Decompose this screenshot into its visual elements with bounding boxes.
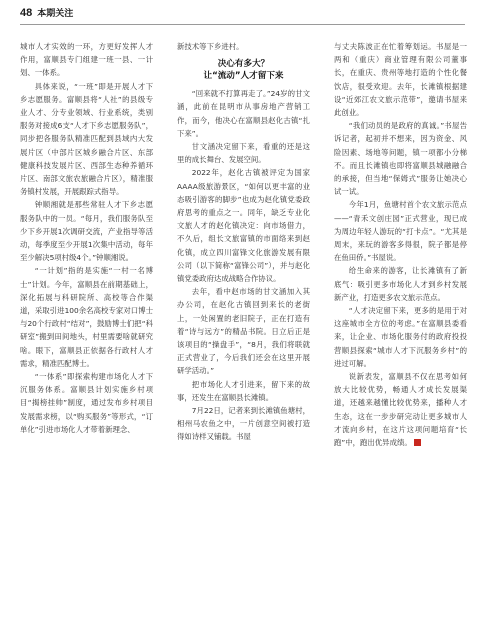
section-title: 本期关注 bbox=[37, 9, 74, 19]
paragraph: “一计划”指的是实施“一村一名博士”计划。今年，富顺县在前期基础上，深化拓展与科研院所、高校等合作渠道，采取引进100余名高校专家对口博士与20个行政村“结对”，鼓励博士们把“科研室”搬到田间地头，村里需要啥就研究啥。眼下，富顺县正依据各行政村人才需求，精准匹配博士。 bbox=[20, 266, 153, 368]
paragraph: 把市场化人才引进来，留下来的故事，还发生在富顺县长滩镇。 bbox=[177, 379, 310, 402]
paragraph: 去年，看中赵市场的甘文涵加入其办公司，在赵化古镇回到来长的老街上，一处闲置的老旧院子，正在打造有着“诗与远方”的精品书院。日立后正是该项目的“操盘手”，“8月，我们将联就正式营业了，今后我们还会在这里开展研学活动。” bbox=[177, 287, 310, 376]
article-column-2 bbox=[177, 40, 310, 630]
paragraph: “回来就不打算再走了。”24岁的甘文涵，此前在昆明市从事房地产营销工作，而今，他决心在富顺县赵化古镇“扎下来”。 bbox=[177, 89, 310, 138]
paragraph: 与丈夫陈波正在忙着筹划运。书屋是一两和（重庆）商业管理有限公司董事长，在重庆、贵州等地打造的个性化餐饮店，很受欢迎。去年，长滩镇根据建设“近郊江农文旅示范带”，邀请书屋来此创业。 bbox=[334, 42, 467, 118]
page-number: 48 bbox=[20, 7, 33, 19]
paragraph: 城市人才实效的一环，方更好发挥人才作用，富顺县专门组建一班一县、一计划、一体系。 bbox=[20, 42, 153, 78]
paragraph: 具体来说，“一班”即是开展人才下乡志愿服务。富顺县将“人社”的县级专业人才、分专业领域、行业系统，类别服务对接成6支“人才下乡志愿服务队”，同步把各服务队精准匹配到县域内大发展片区（中部片区城乡融合片区、东部健康科技发展片区、西部生态种养循环片区、南部文旅农旅融合片区），精准服务镇村发展，开展跟踪式指导。 bbox=[20, 81, 153, 197]
header-rule bbox=[20, 24, 465, 25]
paragraph: “我们动员的是政府的真诚。”书屋告诉记者，起初并不想来，因为资金、风险因素、场地等问题，镇一项都小分梯不。而且长滩镇也即将富顺县城融融合的承接，但当地“保姆式”服务让她决心试一试。 bbox=[334, 121, 467, 197]
end-mark-icon bbox=[414, 439, 421, 446]
paragraph: “人才决定留下来，更多的是用于对这座城市全方位的考虑。”在富顺县委看来，让企业、市场化服务付的政府投投营顺县探索“城市人才下沉服务乡村”的进过可解。 bbox=[334, 306, 467, 368]
paragraph: “一体系”即探索构建市场化人才下沉服务体系。富顺县计划实施乡村项目“揭榜挂帅”制度，通过发布乡村项目发展需求榜，以“购买服务”等形式，“订单化”引进市场化人才带着新理念、 bbox=[20, 372, 153, 434]
page-header bbox=[20, 6, 73, 22]
paragraph: 2022年，赵化古镇被评定为国家AAAA级旅游景区，“如何以更丰富的业态吸引游客的脚步”也成为赵化镇党委政府思考的重点之一。同年，缺乏专业化文旅人才的赵化镇决定：向市场借力，不久后，组长文旅富镇的市面络来到赵化镇，成立四川富锋文化旅游发展有限公司（以下简称“富锋公司”），并与赵化镇党委政府达成战略合作协议。 bbox=[177, 168, 310, 284]
paragraph: 给生命来的游客，让长滩镇有了新底气：吸引更多市场化人才到乡村发展新产业，打造更多农文旅示范点。 bbox=[334, 266, 467, 302]
section-heading-line-2: 让“流动”人才留下来 bbox=[203, 71, 284, 82]
paragraph: 7月22日，记者来到长滩镇鱼塘村，相州马农鱼之中，一片创意空间被打造得如诗样又铺载。书屋 bbox=[177, 406, 310, 442]
section-heading bbox=[177, 58, 310, 82]
paragraph: 甘文涵决定留下来，看重的还是这里的成长舞台、发展空间。 bbox=[177, 142, 310, 165]
paragraph: 新技术等下乡进村。 bbox=[177, 42, 244, 51]
article-column-1 bbox=[20, 40, 153, 630]
paragraph-text: 说新表发，富顺县不仅在思考如何放大比较优势，畅通人才成长发展渠道，还越来越懂比较优势来，播种人才生态，这在一步步研完动让更多城市人才流向乡村，在这片这项问题培育“长跑”中，跑出优异成绩。 bbox=[334, 372, 467, 448]
section-heading-line-1: 决心有多大？ bbox=[217, 59, 270, 70]
article-column-3 bbox=[334, 40, 467, 630]
paragraph-last bbox=[334, 370, 467, 449]
paragraph: 今年1月，鱼塘村首个农文旅示范点——“青禾文创庄园”正式营业，现已成为周边年轻人游玩的“打卡点”。“尤其是周末，来玩的游客多得很，院子都是停在鱼田侨。”书屋说。 bbox=[334, 200, 467, 263]
paragraph: 钟顺湘就是那些常驻人才下乡志愿服务队中的一员。“每月，我们服务队至少下乡开展1次调研交流，产业指导等活动，每季度至少开展1次集中活动，每年至少解决5项村级4个。”钟顺湘说。 bbox=[20, 200, 153, 263]
